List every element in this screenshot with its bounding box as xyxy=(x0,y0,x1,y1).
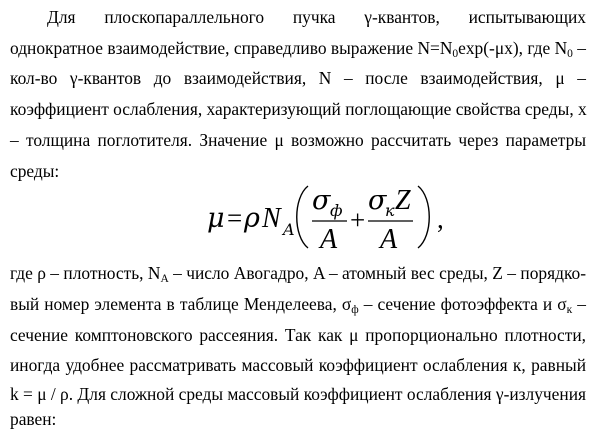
formula-sigma2-sub: к xyxy=(385,201,395,220)
formula-svg xyxy=(0,178,596,256)
formula-equals: = xyxy=(227,203,243,233)
paragraph2-line3: сечение комптоновского рассеяния. Так как μ пропорционально плотности, xyxy=(10,325,586,345)
paragraph2-line2: вый номер элемента в таблице Менделеева, $\sigma_ф$ – сечение фотоэффекта и $\sigma_к$ – xyxy=(10,294,586,316)
paragraph2-line6: равен: xyxy=(10,409,57,429)
formula-A2: A xyxy=(380,224,398,255)
paragraph1-line5: – толщина поглотителя. Значение μ возможно рассчитать через параметры xyxy=(10,130,586,150)
formula-sigma1-sub: ф xyxy=(330,201,343,220)
paragraph1-line3: кол-во γ-квантов до взаимодействия, N – после взаимодействия, μ – xyxy=(10,68,586,88)
paragraph2-line1: где ρ – плотность, $N_A$ – число Авогадро, A – атомный вес среды, Z – порядко- xyxy=(10,263,586,285)
right-paren xyxy=(418,186,429,248)
paragraph1-line1: Для плоскопараллельного пучка γ-квантов, испытывающих xyxy=(47,7,586,27)
formula-N: N xyxy=(262,203,281,234)
formula-Z: Z xyxy=(395,185,411,216)
paragraph1-line4: коэффициент ослабления, характеризующий поглощающие свойства среды, x xyxy=(10,99,587,119)
formula-comma: , xyxy=(437,204,444,234)
left-paren xyxy=(297,186,308,248)
paragraph2-line5: k = μ / ρ. Для сложной среды массовый коэффициент ослабления γ-излучения xyxy=(10,384,586,404)
formula-rho: ρ xyxy=(244,203,260,234)
formula-mu: μ xyxy=(207,203,225,234)
paragraph1-line6: среды: xyxy=(10,161,60,181)
formula-sigma2: σ xyxy=(368,185,387,216)
paragraph2-line4: иногда удобнее рассматривать массовый коэффициент ослабления к, равный xyxy=(10,355,586,375)
formula xyxy=(0,178,596,256)
paragraph1-line2: однократное взаимодействие, справедливо выражение $N=N_0\exp(-\mu x)$, где $N_0$ – xyxy=(10,38,586,60)
formula-A1: A xyxy=(320,224,338,255)
formula-sigma1: σ xyxy=(312,185,331,216)
formula-plus: + xyxy=(350,205,366,235)
formula-N-sub: A xyxy=(283,220,295,239)
